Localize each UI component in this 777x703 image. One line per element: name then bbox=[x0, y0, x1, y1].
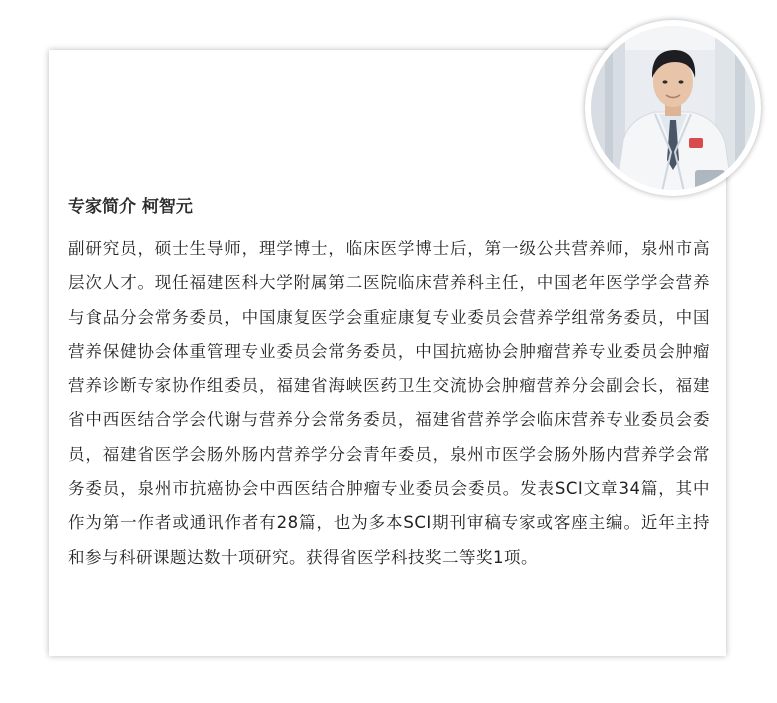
doctor-portrait-avatar bbox=[585, 20, 761, 196]
expert-bio-text: 副研究员，硕士生导师，理学博士，临床医学博士后，第一级公共营养师，泉州市高层次人才。现任福建医科大学附属第二医院临床营养科主任，中国老年医学学会营养与食品分会常务委员，中国康复医学会重症康复专业委员会营养学组常务委员，中国营养保健协会体重管理专业委员会常务委员，中国抗癌协会肿瘤营养专业委员会肿瘤营养诊断专家协作组委员，福建省海峡医药卫生交流协会肿瘤营养分会副会长，福建省中西医结合学会代谢与营养分会常务委员，福建省营养学会临床营养专业委员会委员，福建省医学会肠外肠内营养学分会青年委员，泉州市医学会肠外肠内营养学会常务委员，泉州市抗癌协会中西医结合肿瘤专业委员会委员。发表SCI文章34篇，其中作为第一作者或通讯作者有28篇，也为多本SCI期刊审稿专家或客座主编。近年主持和参与科研课题达数十项研究。获得省医学科技奖二等奖1项。 bbox=[68, 239, 710, 567]
expert-profile-heading: 专家简介 柯智元 bbox=[68, 197, 193, 217]
doctor-portrait-icon bbox=[585, 20, 761, 196]
